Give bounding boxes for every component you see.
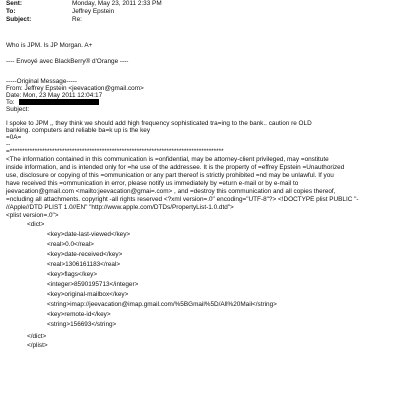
original-separator: -----Original Message----- [6,78,78,85]
plist-entry: <real>1306161183</real> [47,261,121,268]
disclaimer-line: <The information contained in this communication is =onfidential, may be attorney-client privileged, may =onstitute [6,156,329,163]
plist-entry: <string>imap://jeevacation@imap.gmail.com/%5BGmail%5D/All%20Mail</string> [47,301,277,308]
plist-entry: <string>156693</string> [47,321,117,328]
body-line-4: -- [6,141,11,148]
disclaimer-line: use, disclosure or copying of this =ommunication or any part thereof is strictly prohibited =nd may be unlawful. If you [6,172,334,179]
reply-signature: ---- Envoyé avec BlackBerry® d'Orange ---- [6,58,129,65]
subject-value: Re: [72,16,82,23]
sent-label: Sent: [6,0,22,7]
reply-body: Who is JPM. Is JP Morgan. A+ [6,42,93,49]
to-label: To: [6,8,16,15]
sent-value: Monday, May 23, 2011 2:33 PM [72,0,162,7]
subject-label: Subject: [6,16,32,23]
to-value: Jeffrey Epstein [72,8,115,15]
redaction-bar [19,99,99,105]
dict-open: <dict> [27,221,45,228]
body-line-2: banking. computers and reliable ba=k up is the key [6,127,151,134]
plist-entry: <key>flags</key> [47,271,98,278]
dict-close: </dict> [27,333,47,340]
body-line-1: I spoke to JPM ,, they think we should add high frequency sophisticated tra=ing to the bank.. caution re OLD [6,120,312,127]
disclaimer-line: jeevacation@gmail.com <mailto:jeevacation@gmai=.com> , and =destroy this communication and all copies thereof, [6,188,336,195]
plist-entry: <real>0.0</real> [47,241,94,248]
stars-line: =************************************************************************************** [6,148,224,155]
disclaimer-line: //Apple//DTD PLIST 1.0//EN" "http://www.apple.com/DTDs/PropertyList-1.0.dtd"> [6,204,234,211]
original-to-label: To: [6,99,15,106]
disclaimer-line: <plist version=.0"> [6,212,59,219]
plist-close: </plist> [27,342,48,349]
plist-entry: <key>remote-id</key> [47,311,111,318]
plist-entry: <key>date-last-viewed</key> [47,231,131,238]
original-date: Date: Mon, 23 May 2011 12:04:17 [6,92,103,99]
plist-entry: <integer>8590195713</integer> [47,281,139,288]
disclaimer-line: inside information, and is intended only for =he use of the addressee. It is the property of =effrey Epstein =Unauthorized [6,164,345,171]
plist-entry: <key>original-mailbox</key> [47,291,129,298]
plist-entry: <key>date-received</key> [47,251,123,258]
body-line-3: =0A= [6,134,22,141]
disclaimer-line: have received this =ommunication in error, please notify us immediately by =eturn e-mail or by e-mail to [6,180,299,187]
original-from: From: Jeffrey Epstein <jeevacation@gmail.com> [6,85,144,92]
disclaimer-line: =ncluding all attachments. copyright -all rights reserved <?xml version=.0" encoding="UTF-8"?> <!DOCTYPE plist PUBLIC "- [6,196,359,203]
original-subject: Subject: [6,106,30,113]
